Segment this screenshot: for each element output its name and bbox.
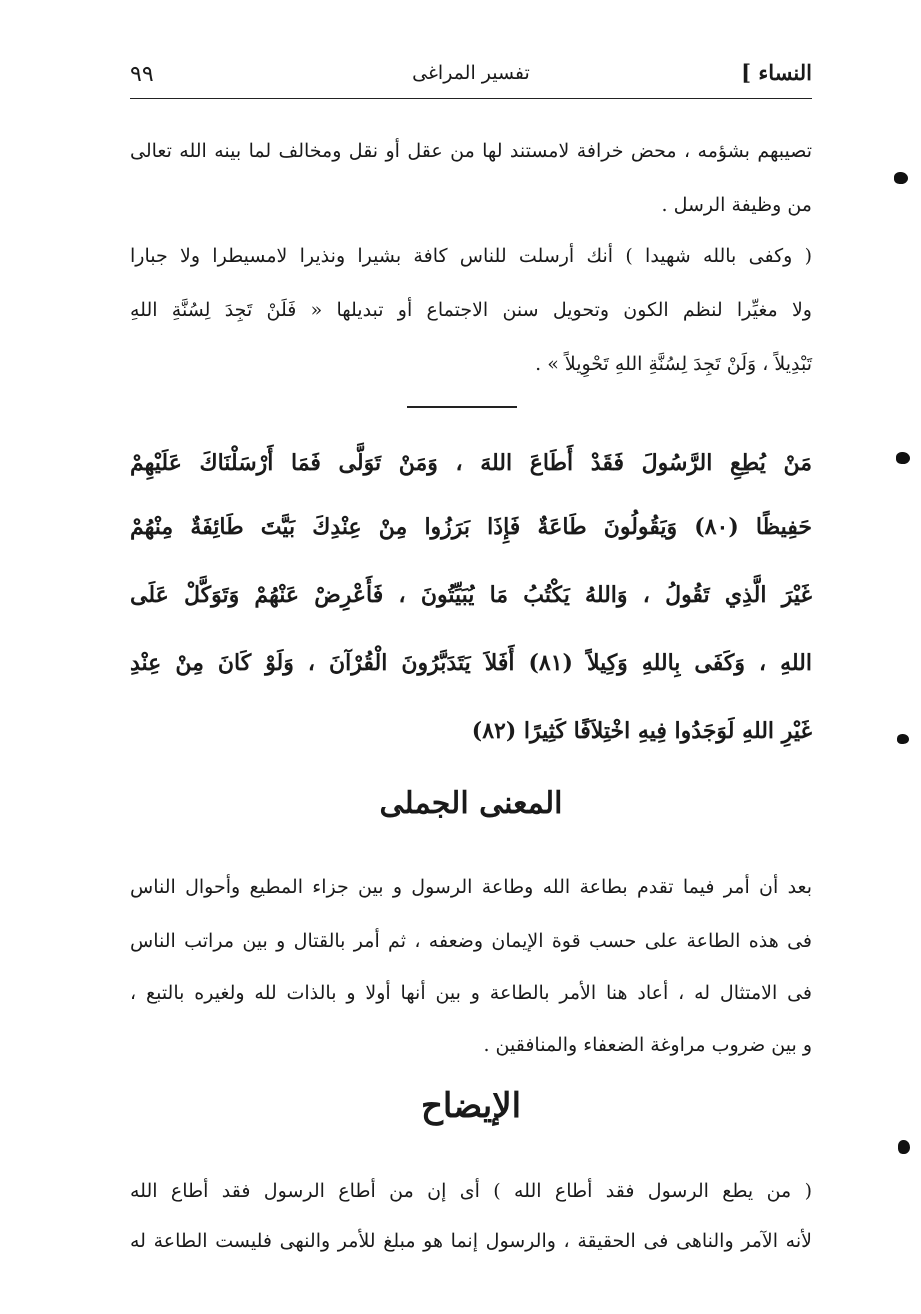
page-header: [130, 58, 812, 94]
verse-line: حَفِيظًا (٨٠) وَيَقُولُونَ طَاعَةٌ فَإِذَا بَرَزُوا مِنْ عِنْدِكَ بَيَّتَ طَائِفَةٌ مِنْهُمْ: [130, 514, 813, 540]
scan-speck: [894, 172, 908, 184]
text-line: بعد أن أمر فيما تقدم بطاعة الله وطاعة الرسول و بين جزاء المطيع وأحوال الناس: [130, 876, 812, 898]
section-heading: المعنى الجملى: [379, 786, 563, 821]
surah-name: النساء ]: [741, 60, 812, 85]
text-line: لأنه الآمر والناهى فى الحقيقة ، والرسول إنما هو مبلغ للأمر والنهى فليست الطاعة له: [130, 1230, 812, 1252]
scan-speck: [898, 1140, 910, 1154]
section-heading: الإيضاح: [420, 1086, 522, 1126]
text-line: فى هذه الطاعة على حسب قوة الإيمان وضعفه ، ثم أمر بالقتال و بين مراتب الناس: [130, 930, 812, 952]
scan-speck: [896, 452, 910, 464]
text-line: ( وكفى بالله شهيدا ) أنك أرسلت للناس كافة بشيرا ونذيرا لامسيطرا ولا جبارا: [130, 245, 812, 267]
verse-line: مَنْ يُطِعِ الرَّسُولَ فَقَدْ أَطَاعَ اللهَ ، وَمَنْ تَوَلَّى فَمَا أَرْسَلْنَاكَ عَلَيْهِمْ: [130, 450, 812, 476]
text-line: فى الامتثال له ، أعاد هنا الأمر بالطاعة و بين أنها أولا و بالذات لله ولغيره بالتبع ،: [130, 982, 812, 1004]
text-line: و بين ضروب مراوغة الضعفاء والمنافقين .: [483, 1034, 812, 1056]
text-line: تَبْدِيلاً ، وَلَنْ تَجِدَ لِسُنَّةِ اللهِ تَحْوِيلاً » .: [535, 353, 812, 375]
text-line: ( من يطع الرسول فقد أطاع الله ) أى إن من أطاع الرسول فقد أطاع الله: [130, 1180, 812, 1202]
scan-speck: [897, 734, 909, 744]
text-line: من وظيفة الرسل .: [661, 194, 812, 216]
verse-line: غَيْرِ اللهِ لَوَجَدُوا فِيهِ اخْتِلاَفًا كَثِيرًا (٨٢): [471, 718, 812, 744]
book-title: تفسير المراغى: [412, 62, 530, 84]
section-divider: [407, 406, 517, 408]
verse-line: اللهِ ، وَكَفَى بِاللهِ وَكِيلاً (٨١) أَفَلاَ يَتَدَبَّرُونَ الْقُرْآنَ ، وَلَوْ كَانَ مِنْ عِنْدِ: [130, 650, 812, 676]
page-number: ٩٩: [130, 62, 154, 87]
verse-line: غَيْرَ الَّذِي تَقُولُ ، وَاللهُ يَكْتُبُ مَا يُبَيِّتُونَ ، فَأَعْرِضْ عَنْهُمْ وَتَوَكَّلْ عَلَى: [130, 582, 812, 608]
text-line: ولا مغيِّرا لنظم الكون وتحويل سنن الاجتماع أو تبديلها « فَلَنْ تَجِدَ لِسُنَّةِ اللهِ: [130, 299, 812, 321]
header-rule: [130, 98, 812, 99]
text-line: تصيبهم بشؤمه ، محض خرافة لامستند لها من عقل أو نقل ومخالف لما بينه الله تعالى: [130, 140, 812, 162]
